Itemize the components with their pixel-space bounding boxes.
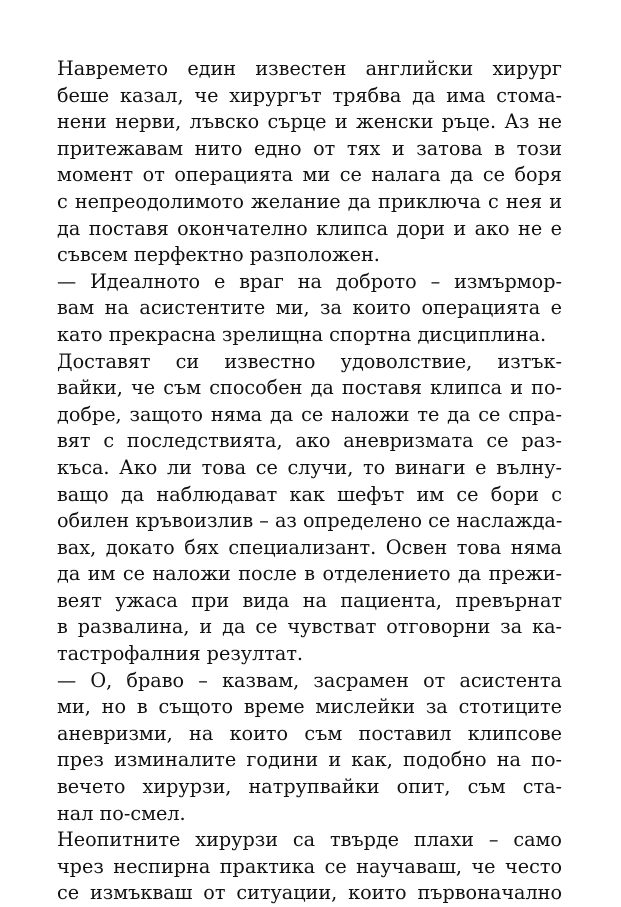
paragraph-2 — [57, 269, 562, 349]
text-line: в развалина, и да се чувстват отговорни за ка- — [57, 615, 562, 639]
text-line: добре, защото няма да се наложи те да се спра- — [57, 402, 562, 426]
text-line: с непреодолимото желание да приключа с нея и — [57, 189, 562, 213]
paragraph-4 — [57, 668, 562, 828]
text-line: вах, докато бях специализант. Освен това няма — [57, 535, 562, 559]
text-line: притежавам нито едно от тях и затова в този — [57, 136, 562, 160]
text-line: — О, браво – казвам, засрамен от асистента — [57, 668, 562, 692]
text-line: се измъкваш от ситуации, които първоначално — [57, 881, 562, 905]
text-line: съвсем перфектно разположен. — [57, 243, 380, 267]
paragraph-5 — [57, 827, 562, 907]
text-line: обилен кръвоизлив – аз определено се наслаждa- — [57, 509, 562, 533]
text-line: беше казал, че хирургът трябва да има стома- — [57, 83, 562, 107]
text-line: вайки, че съм способен да поставя клипса и по- — [57, 376, 562, 400]
text-line: Доставят си известно удоволствие, изтък- — [57, 349, 562, 373]
text-line: ми, но в същото време мислейки за стотиците — [57, 695, 562, 719]
text-line: вят с последствията, ако аневризмата се раз- — [57, 429, 562, 453]
text-line: Неопитните хирурзи са твърде плахи – само — [57, 828, 562, 852]
text-line: нени нерви, лъвско сърце и женски ръце. Аз не — [57, 110, 562, 134]
text-line: аневризми, на които съм поставил клипсове — [57, 721, 562, 745]
text-line: нал по-смел. — [57, 801, 186, 825]
text-line: — Идеалното е враг на доброто – измърмор- — [57, 269, 562, 293]
text-line: да поставя окончателно клипса дори и ако не е — [57, 216, 562, 240]
text-line: чрез неспирна практика се научаваш, че често — [57, 854, 562, 878]
text-line: вам на асистентите ми, за които операцията е — [57, 296, 562, 320]
text-line: да им се наложи после в отделението да прежи- — [57, 562, 562, 586]
paragraph-1 — [57, 56, 562, 269]
text-line: Навремето един известен английски хирург — [57, 57, 562, 80]
text-line: през изминалите години и как, подобно на по- — [57, 748, 562, 772]
paragraph-3 — [57, 349, 562, 668]
book-page — [57, 56, 562, 907]
text-line: тастрофалния резултат. — [57, 642, 304, 666]
text-line: вечето хирурзи, натрупвайки опит, съм ста- — [57, 775, 562, 799]
text-line: момент от операцията ми се налага да се боря — [57, 163, 562, 187]
text-line: къса. Ако ли това се случи, то винаги е вълну- — [57, 455, 562, 479]
text-line: веят ужаса при вида на пациента, превърнат — [57, 588, 562, 612]
text-line: ващо да наблюдават как шефът им се бори с — [57, 482, 562, 506]
text-line: като прекрасна зрелищна спортна дисциплина. — [57, 322, 547, 346]
